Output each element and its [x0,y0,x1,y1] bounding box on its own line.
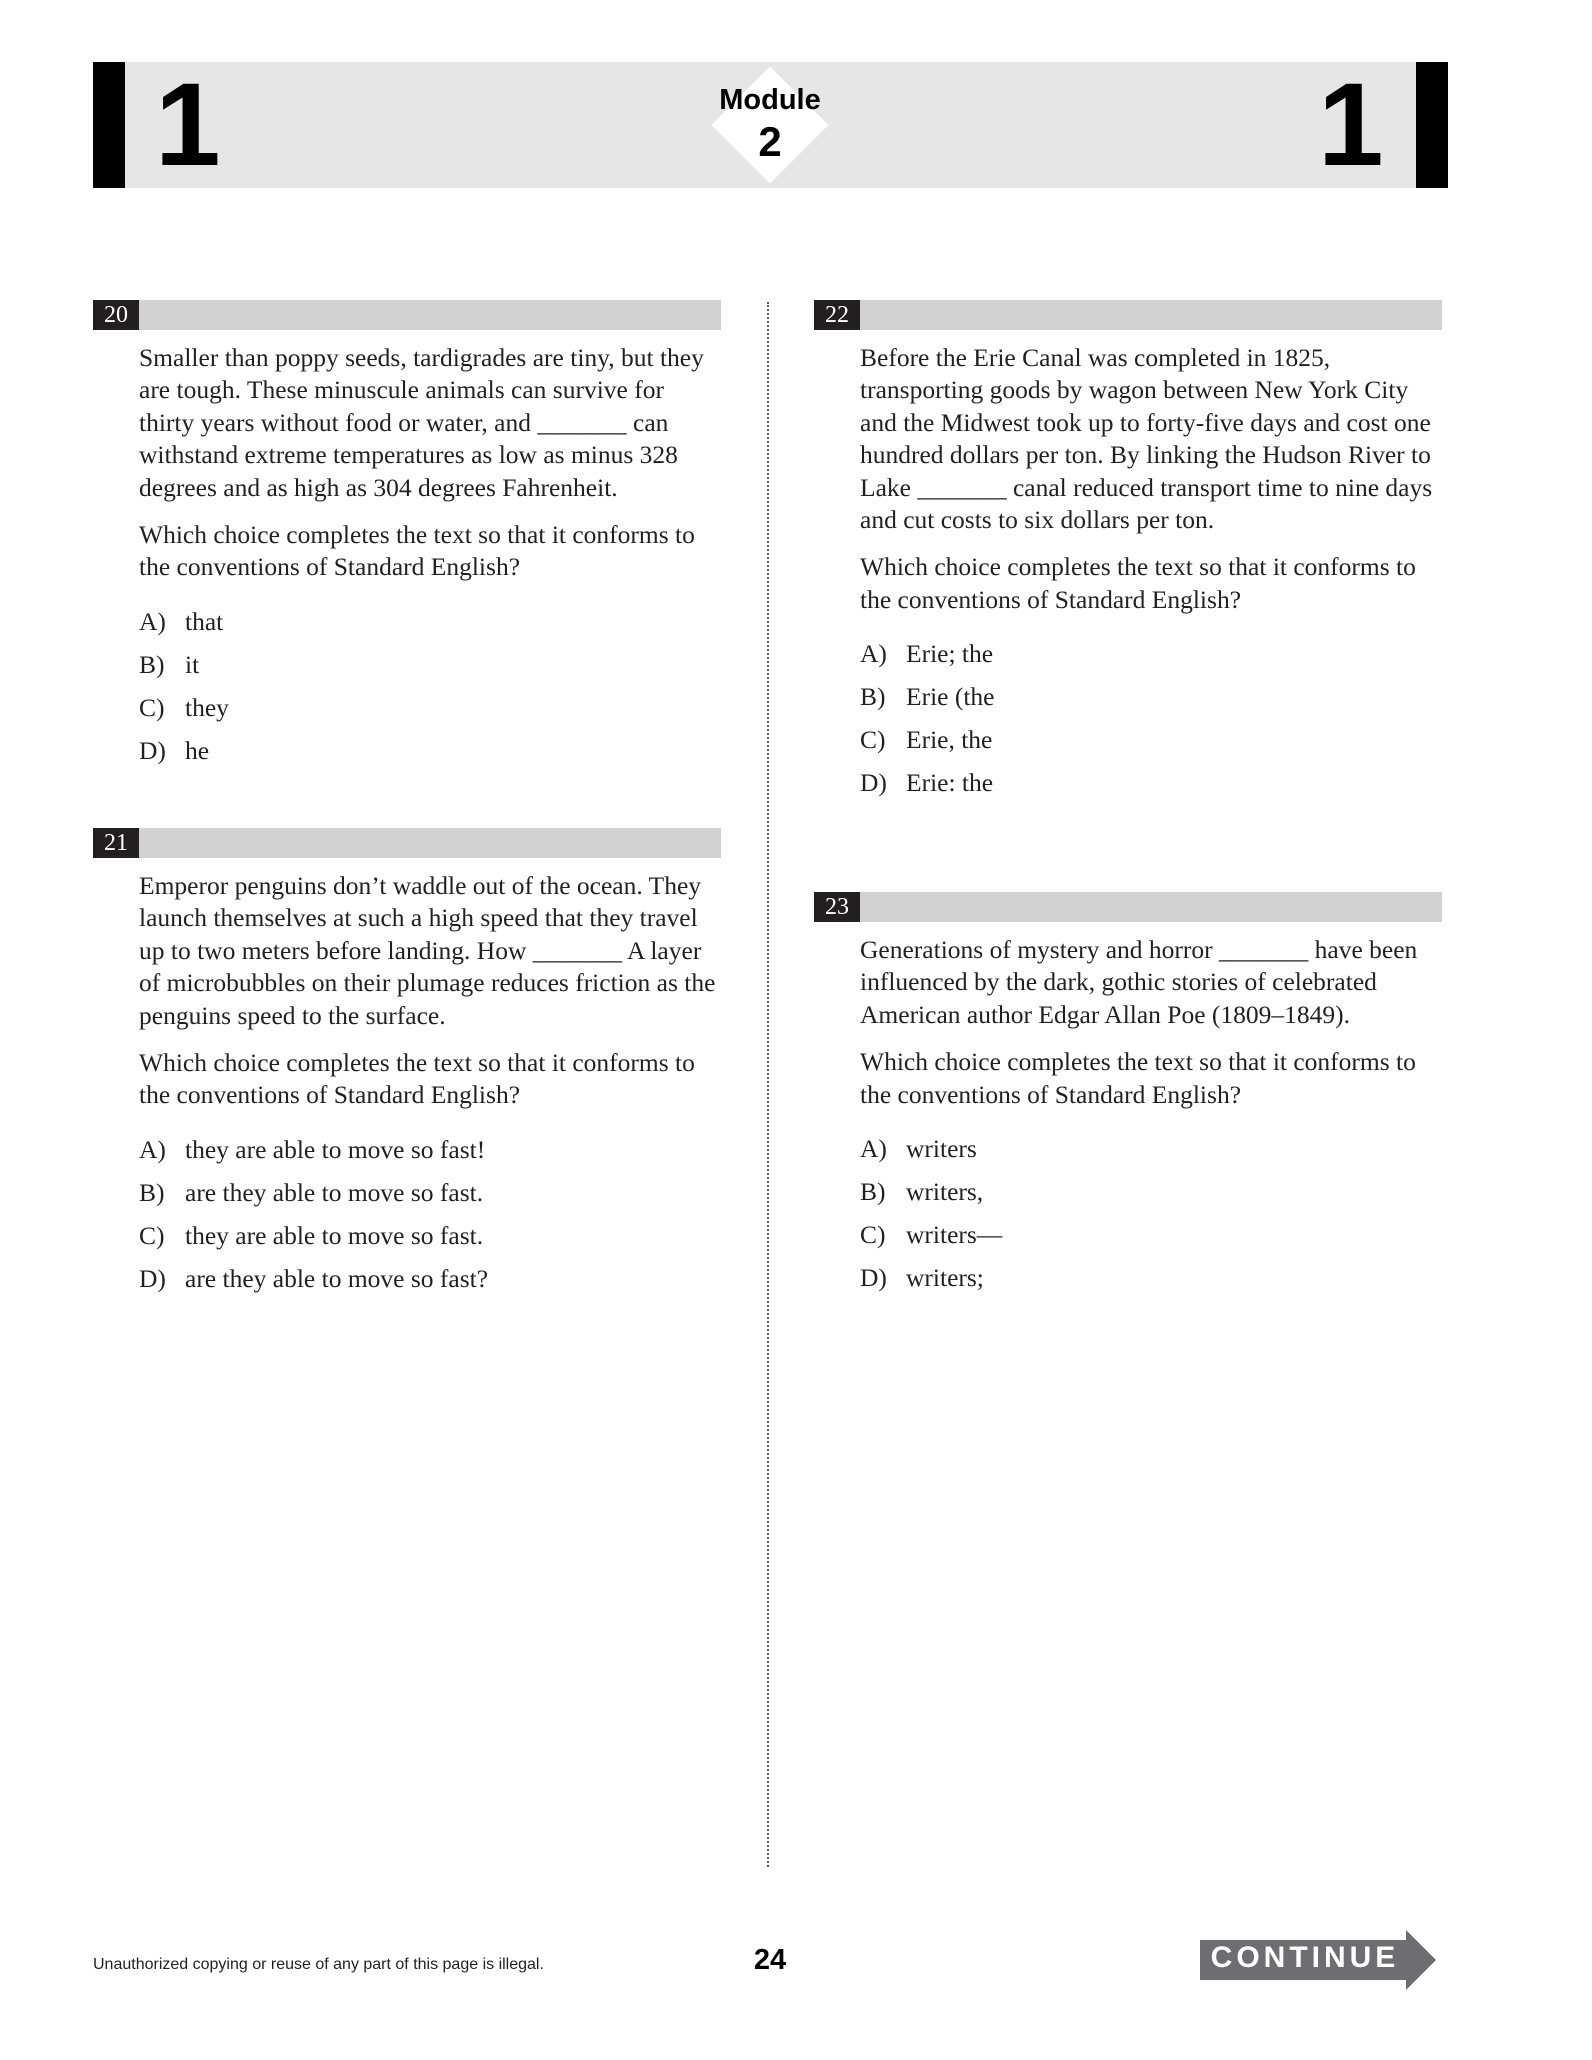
answer-choices [860,632,1444,804]
question-number: 22 [814,300,860,330]
choice-text: they are able to move so fast. [185,1220,484,1250]
question-header [814,300,1442,330]
question-passage: Generations of mystery and horror _______ have been influenced by the dark, gothic stories of celebrated American author Edgar Allan Poe (1809–1849). [860,935,1418,1029]
question-22 [814,300,1442,804]
choice-d[interactable] [139,1257,723,1300]
choice-text: writers, [906,1177,984,1207]
choice-text: Erie: the [906,768,994,798]
choice-letter: B) [860,1177,886,1207]
choice-text: they are able to move so fast! [185,1134,486,1164]
choice-text: writers; [906,1263,984,1293]
choice-text: writers [906,1134,977,1164]
choice-letter: C) [860,725,886,755]
continue-button[interactable]: CONTINUE [1210,1941,1400,1974]
choice-letter: A) [860,639,887,669]
choice-letter: A) [860,1134,887,1164]
question-header [814,892,1442,922]
choice-letter: A) [139,1134,166,1164]
choice-text: Erie (the [906,682,995,712]
page-number: 24 [753,1944,787,1976]
question-passage: Emperor penguins don’t waddle out of the ocean. They launch themselves at such a high speed that they travel up to two meters before landing. How _______ A layer of microbubbles on their plumage reduces friction as the penguins speed to the surface. [139,871,716,1030]
choice-c[interactable] [860,1213,1444,1256]
section-number-left: 1 [155,59,221,191]
choice-text: it [185,649,200,679]
choice-c[interactable] [860,718,1444,761]
choice-text: are they able to move so fast? [185,1263,489,1293]
question-prompt: Which choice completes the text so that it conforms to the conventions of Standard English? [860,1047,1416,1109]
choice-text: writers— [906,1220,1003,1250]
choice-letter: C) [860,1220,886,1250]
module-label: Module [719,84,821,116]
choice-letter: C) [139,1220,165,1250]
question-passage: Before the Erie Canal was completed in 1825, transporting goods by wagon between New York City and the Midwest took up to forty-five days and cost one hundred dollars per ton. By linking the Hudson River to Lake _______ canal reduced transport time to nine days and cut costs to six dollars per ton. [860,343,1433,535]
choice-text: he [185,735,210,765]
question-21 [93,828,721,1300]
answer-choices [139,600,723,772]
choice-b[interactable] [139,643,723,686]
choice-letter: B) [139,1177,165,1207]
answer-choices [139,1128,723,1300]
choice-d[interactable] [860,761,1444,804]
question-header [93,300,721,330]
question-prompt: Which choice completes the text so that it conforms to the conventions of Standard English? [860,552,1416,614]
question-prompt: Which choice completes the text so that it conforms to the conventions of Standard English? [139,1048,695,1110]
choice-a[interactable] [139,1128,723,1171]
question-number: 21 [93,828,139,858]
choice-letter: A) [139,606,166,636]
section-bar-right [1416,62,1448,188]
question-number: 20 [93,300,139,330]
choice-b[interactable] [860,1170,1444,1213]
choice-d[interactable] [860,1256,1444,1299]
choice-letter: D) [860,1263,887,1293]
choice-letter: D) [139,1263,166,1293]
choice-text: they [185,692,229,722]
module-number: 2 [758,118,782,165]
choice-c[interactable] [139,686,723,729]
answer-choices [860,1127,1444,1299]
choice-text: that [185,606,224,636]
question-header [93,828,721,858]
choice-a[interactable] [139,600,723,643]
choice-b[interactable] [860,675,1444,718]
choice-text: are they able to move so fast. [185,1177,484,1207]
choice-b[interactable] [139,1171,723,1214]
question-23 [814,892,1442,1299]
choice-d[interactable] [139,729,723,772]
choice-letter: D) [860,768,887,798]
choice-text: Erie, the [906,725,993,755]
choice-letter: D) [139,735,166,765]
choice-c[interactable] [139,1214,723,1257]
choice-letter: C) [139,692,165,722]
section-bar-left [93,62,125,188]
choice-a[interactable] [860,632,1444,675]
choice-letter: B) [139,649,165,679]
section-number-right: 1 [1318,59,1384,191]
question-number: 23 [814,892,860,922]
question-20 [93,300,721,772]
column-divider [767,302,769,1867]
question-passage: Smaller than poppy seeds, tardigrades are tiny, but they are tough. These minuscule animals can survive for thirty years without food or water, and _______ can withstand extreme temperatures as low as minus 328 degrees and as high as 304 degrees Fahrenheit. [139,343,704,502]
choice-letter: B) [860,682,886,712]
copyright-notice: Unauthorized copying or reuse of any part of this page is illegal. [93,1956,544,1973]
question-prompt: Which choice completes the text so that it conforms to the conventions of Standard English? [139,520,695,582]
choice-a[interactable] [860,1127,1444,1170]
choice-text: Erie; the [906,639,994,669]
